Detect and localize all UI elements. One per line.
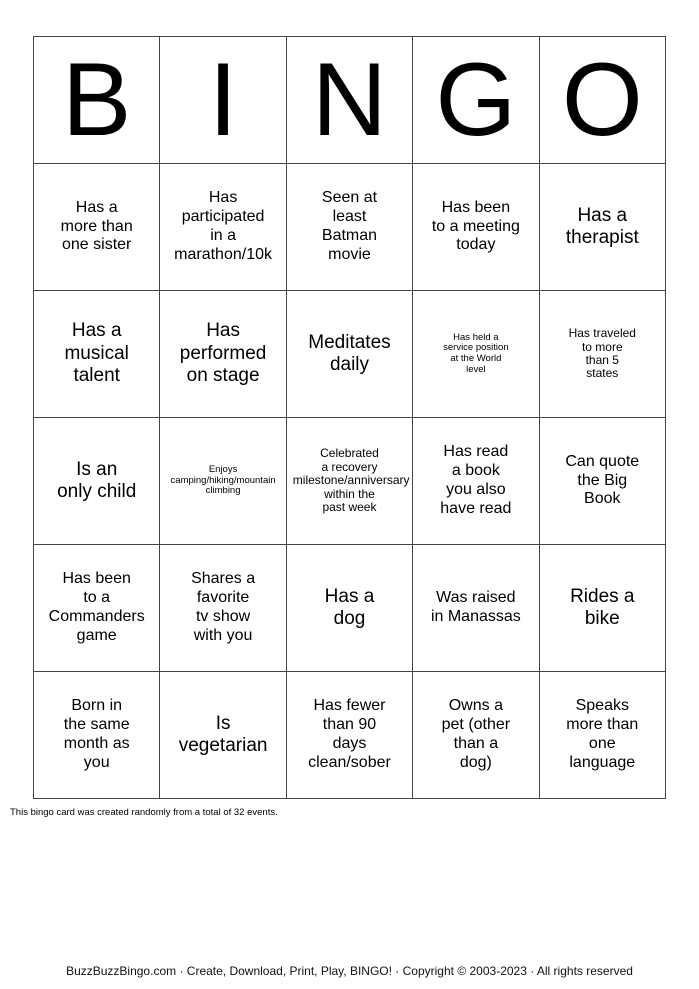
- bingo-square: Owns a pet (other than a dog): [413, 672, 539, 799]
- bingo-row: [34, 291, 666, 418]
- bingo-row: [34, 418, 666, 545]
- bingo-square: Born in the same month as you: [34, 672, 160, 799]
- bingo-header-row: [34, 37, 666, 164]
- bingo-square: Was raised in Manassas: [413, 545, 539, 672]
- bingo-square: Seen at least Batman movie: [286, 164, 412, 291]
- bingo-square: Has a more than one sister: [34, 164, 160, 291]
- bingo-square: Speaks more than one language: [539, 672, 665, 799]
- bingo-square: Rides a bike: [539, 545, 665, 672]
- bingo-square: Has a therapist: [539, 164, 665, 291]
- bingo-row: [34, 545, 666, 672]
- bingo-square: Can quote the Big Book: [539, 418, 665, 545]
- bingo-row: [34, 164, 666, 291]
- site-footer: BuzzBuzzBingo.com · Create, Download, Print, Play, BINGO! · Copyright © 2003-2023 · All rights reserved: [66, 964, 633, 978]
- bingo-card: [33, 36, 666, 799]
- bingo-row: [34, 672, 666, 799]
- bingo-square: Has been to a Commanders game: [34, 545, 160, 672]
- bingo-square: Is vegetarian: [160, 672, 286, 799]
- header-letter-g: G: [413, 37, 539, 164]
- bingo-square: Meditates daily: [286, 291, 412, 418]
- bingo-square: Has participated in a marathon/10k: [160, 164, 286, 291]
- bingo-square: Is an only child: [34, 418, 160, 545]
- bingo-square: Has held a service position at the World level: [413, 291, 539, 418]
- bingo-square: Has performed on stage: [160, 291, 286, 418]
- bingo-square: Celebrated a recovery milestone/anniversary within the past week: [286, 418, 412, 545]
- bingo-square: Has been to a meeting today: [413, 164, 539, 291]
- header-letter-n: N: [286, 37, 412, 164]
- bingo-square: Shares a favorite tv show with you: [160, 545, 286, 672]
- header-letter-i: I: [160, 37, 286, 164]
- bingo-square: Has a musical talent: [34, 291, 160, 418]
- bingo-square: Has fewer than 90 days clean/sober: [286, 672, 412, 799]
- header-letter-o: O: [539, 37, 665, 164]
- header-letter-b: B: [34, 37, 160, 164]
- card-note: This bingo card was created randomly from a total of 32 events.: [10, 807, 278, 818]
- bingo-square: Has a dog: [286, 545, 412, 672]
- bingo-square: Enjoys camping/hiking/mountain climbing: [160, 418, 286, 545]
- bingo-square: Has read a book you also have read: [413, 418, 539, 545]
- bingo-square: Has traveled to more than 5 states: [539, 291, 665, 418]
